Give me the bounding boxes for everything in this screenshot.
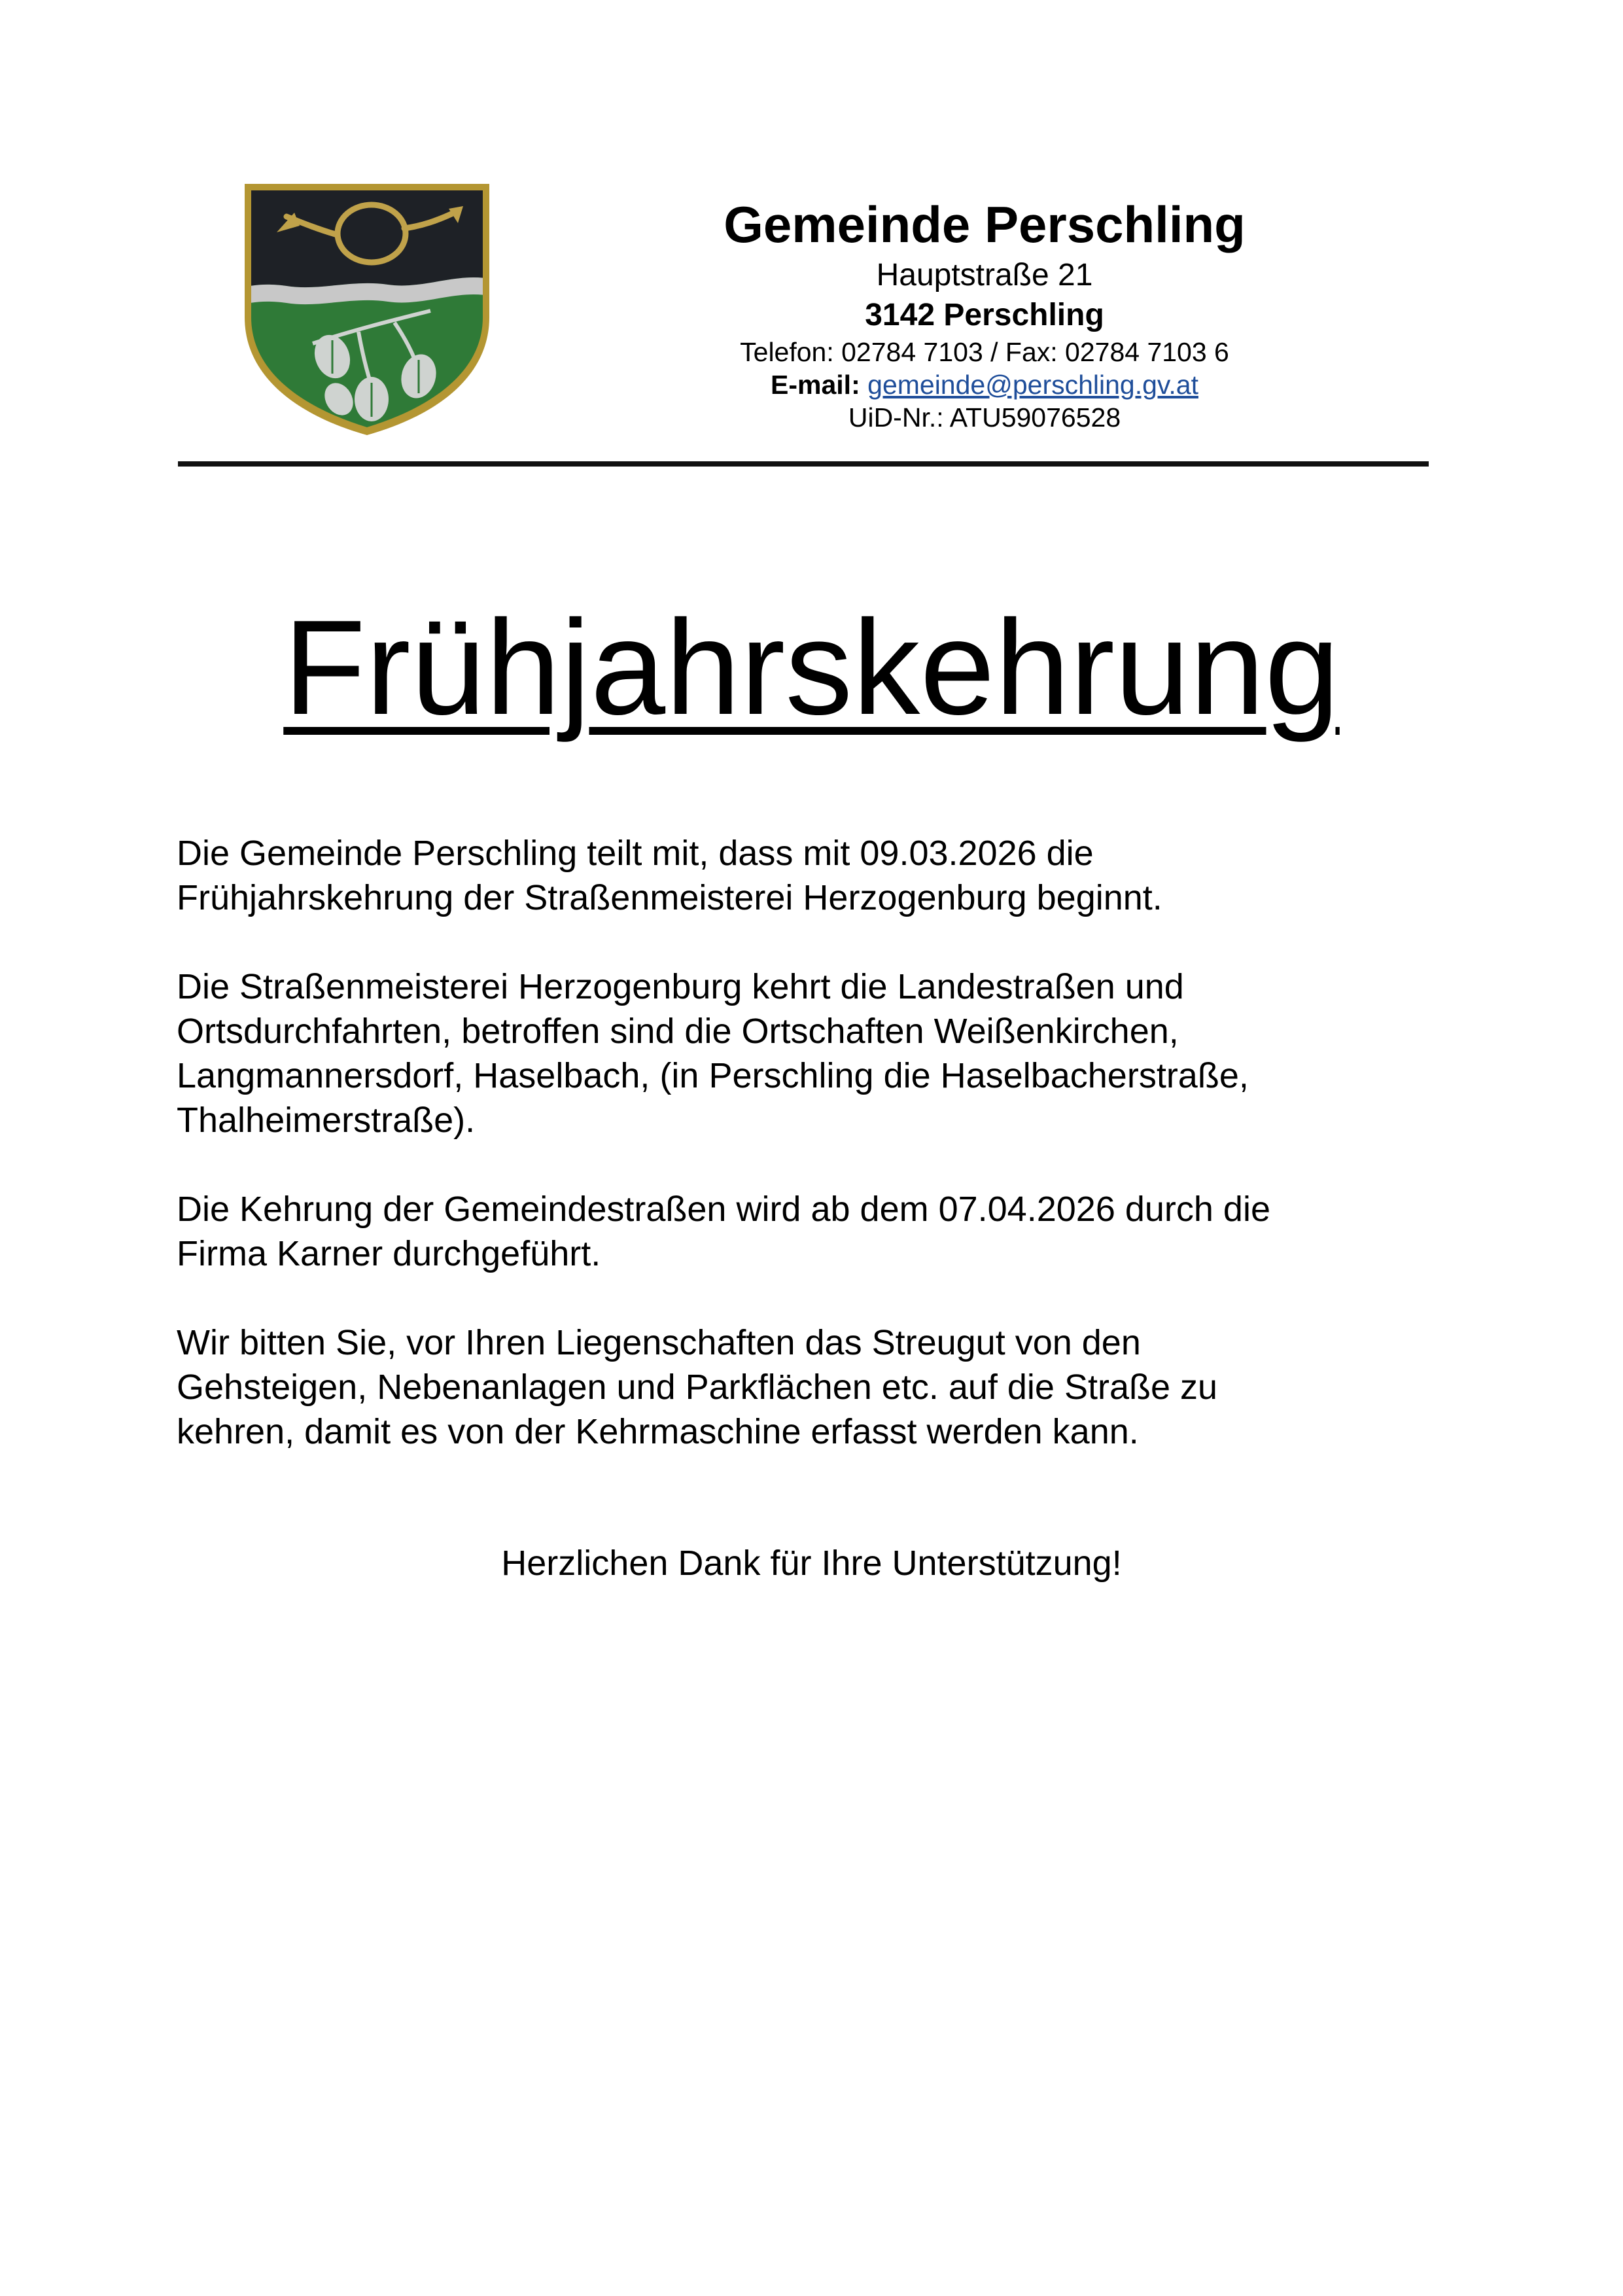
address-city: 3142 Perschling [865,298,1104,332]
header-divider [178,461,1429,467]
email-label: E-mail: [771,370,860,400]
body-text [177,831,1485,1498]
address-street: Hauptstraße 21 [876,258,1093,292]
email-link[interactable]: gemeinde@perschling.gv.at [867,370,1198,400]
paragraph: Die Gemeinde Perschling teilt mit, dass mit 09.03.2026 die Frühjahrskehrung der Straßenmeisterei Herzogenburg beginnt. [177,834,1162,917]
page-title: Frühjahrskehrung [283,592,1340,743]
uid-number: UiD-Nr.: ATU59076528 [848,402,1121,433]
paragraph: Die Kehrung der Gemeindestraßen wird ab dem 07.04.2026 durch die Firma Karner durchgeführt. [177,1190,1270,1273]
email-line [674,368,1295,401]
coat-of-arms-icon [241,180,493,439]
org-name: Gemeinde Perschling [724,196,1246,253]
closing-text: Herzlichen Dank für Ihre Unterstützung! [501,1544,1122,1583]
letterhead [674,193,1295,434]
phone-fax: Telefon: 02784 7103 / Fax: 02784 7103 6 [740,337,1229,367]
paragraph: Wir bitten Sie, vor Ihren Liegenschaften das Streugut von den Gehsteigen, Nebenanlagen und Parkflächen etc. auf die Straße zu kehren, damit es von der Kehrmaschine erfasst werden kann. [177,1323,1218,1451]
paragraph: Die Straßenmeisterei Herzogenburg kehrt die Landestraßen und Ortsdurchfahrten, betroffen sind die Ortschaften Weißenkirchen, Langmannersdorf, Haselbach, (in Perschling die Haselbacherstraße, Thalheimerstraße). [177,967,1249,1140]
